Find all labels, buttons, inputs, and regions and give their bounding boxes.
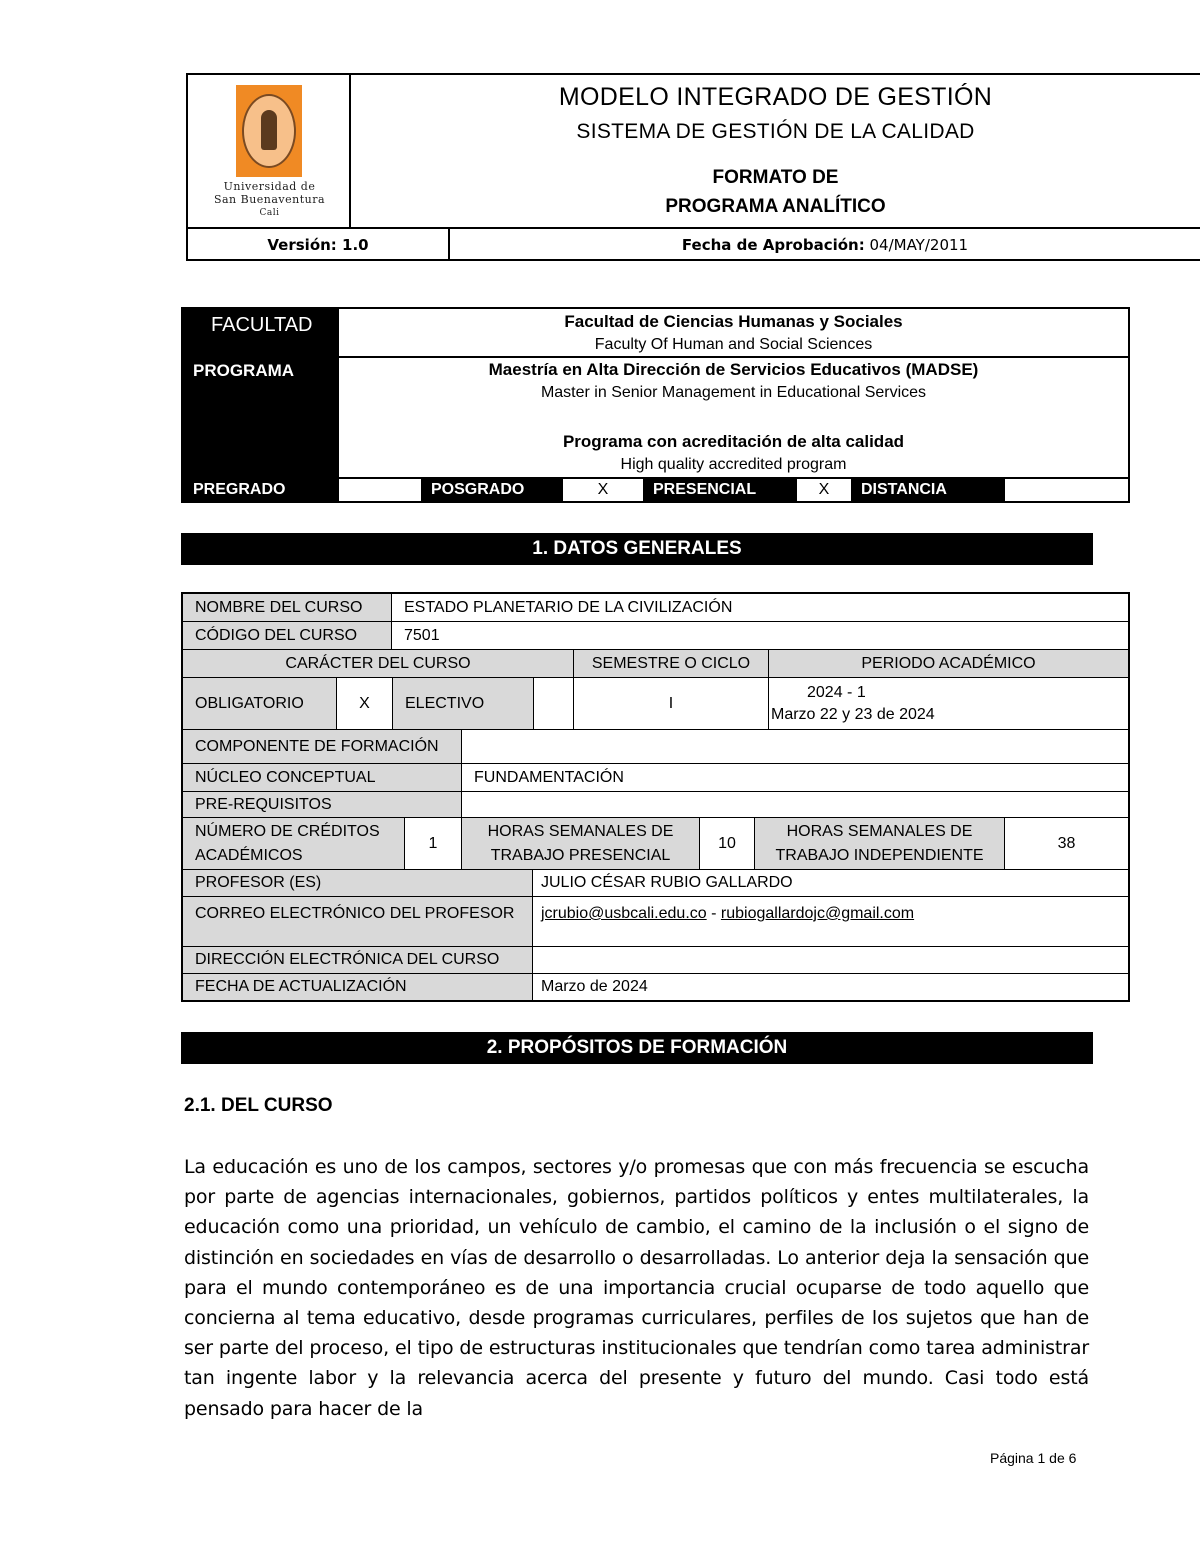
header-title-3: FORMATO DE [712,167,839,188]
credits-label-1: NÚMERO DE CRÉDITOS [195,822,380,840]
pregrado-label: PREGRADO [183,479,339,501]
component-value [462,730,1128,764]
period-value-2: Marzo 22 y 23 de 2024 [771,705,935,723]
approval-date-value: 04/MAY/2011 [869,236,969,254]
modality-row [183,477,1128,501]
course-code: 7501 [392,622,1128,650]
program-name-en: Master in Senior Management in Educational Services [540,384,927,401]
prerequisites-label: PRE-REQUISITOS [183,792,462,818]
accreditation-en: High quality accredited program [620,456,847,473]
datos-generales-table [181,592,1130,1002]
header-title-4: PROGRAMA ANALÍTICO [665,196,886,217]
component-label: COMPONENTE DE FORMACIÓN [183,730,462,764]
presential-hours-label-1: HORAS SEMANALES DE [487,822,674,840]
email-label: CORREO ELECTRÓNICO DEL PROFESOR [183,897,533,947]
course-name-label: NOMBRE DEL CURSO [183,594,392,622]
faculty-values [339,309,1128,477]
section-datos-generales: 1. DATOS GENERALES [181,533,1093,565]
page-number: Página 1 de 6 [990,1450,1077,1466]
faculty-labels [183,309,339,477]
period-label: PERIODO ACADÉMICO [769,650,1128,678]
course-url-label: DIRECCIÓN ELECTRÓNICA DEL CURSO [183,947,533,974]
header-title-2: SISTEMA DE GESTIÓN DE LA CALIDAD [576,120,975,143]
character-label: CARÁCTER DEL CURSO [183,650,574,678]
period-value-1: 2024 - 1 [807,683,866,701]
independent-hours-label-1: HORAS SEMANALES DE [786,822,973,840]
nucleus-label: NÚCLEO CONCEPTUAL [183,764,462,792]
subheading-del-curso: 2.1. DEL CURSO [184,1095,333,1116]
header-title-1: MODELO INTEGRADO DE GESTIÓN [558,83,993,111]
logo-text-line-2: San Buenaventura [213,193,326,206]
semester-label: SEMESTRE O CICLO [574,650,769,678]
period-value [769,678,1128,730]
header-version-row [188,227,1200,261]
presencial-label: PRESENCIAL [643,479,797,501]
logo-text-line-3: Cali [259,208,280,218]
credits-value: 1 [405,818,462,870]
approval-label: Fecha de Aprobación: [681,236,865,254]
credits-label [183,818,405,870]
elective-label: ELECTIVO [393,678,534,730]
faculty-label: FACULTAD [211,314,313,336]
university-logo [188,75,351,227]
independent-hours-value: 38 [1005,818,1128,870]
email-separator: - [706,905,721,922]
header-title-block [351,75,1200,227]
presential-hours-label [462,818,700,870]
elective-mark [534,678,574,730]
independent-hours-label-2: TRABAJO INDEPENDIENTE [775,846,984,864]
section-propositos: 2. PROPÓSITOS DE FORMACIÓN [181,1032,1093,1064]
email-link-2[interactable]: rubiogallardojc@gmail.com [720,905,915,922]
posgrado-label: POSGRADO [421,479,563,501]
presencial-mark: X [797,479,851,501]
accreditation-es: Programa con acreditación de alta calidad [562,432,905,451]
update-date-value: Marzo de 2024 [541,978,648,995]
course-url-value [533,947,1128,974]
update-date-label: FECHA DE ACTUALIZACIÓN [183,974,533,1000]
posgrado-mark: X [563,479,643,501]
mandatory-label: OBLIGATORIO [183,678,337,730]
program-name-es: Maestría en Alta Dirección de Servicios Educativos (MADSE) [488,360,979,379]
logo-text-line-1: Universidad de [223,180,316,193]
document-header [186,73,1200,261]
faculty-block [181,307,1130,503]
pregrado-mark [339,479,421,501]
faculty-name-es: Facultad de Ciencias Humanas y Sociales [564,312,903,331]
course-code-label: CÓDIGO DEL CURSO [183,622,392,650]
presential-hours-label-2: TRABAJO PRESENCIAL [490,846,671,864]
credits-label-2: ACADÉMICOS [195,846,303,864]
email-value [533,897,1128,947]
semester-value: I [574,678,769,730]
version-label: Versión: 1.0 [188,229,450,261]
nucleus-value: FUNDAMENTACIÓN [462,764,1128,792]
distancia-label: DISTANCIA [851,479,1005,501]
distancia-mark [1005,479,1128,501]
professor-label: PROFESOR (ES) [183,870,533,897]
program-label: PROGRAMA [193,361,295,380]
independent-hours-label [755,818,1005,870]
mandatory-mark: X [337,678,393,730]
email-link-1[interactable]: jcrubio@usbcali.edu.co [541,905,707,922]
course-name: ESTADO PLANETARIO DE LA CIVILIZACIÓN [392,594,1128,622]
faculty-divider [339,356,1128,358]
university-seal-icon [236,85,302,177]
faculty-name-en: Faculty Of Human and Social Sciences [594,336,873,353]
professor-value: JULIO CÉSAR RUBIO GALLARDO [533,870,1128,897]
prerequisites-value [462,792,1128,818]
approval-date [450,229,1200,261]
course-paragraph: La educación es uno de los campos, sectores y/o promesas que con más frecuencia se escucha por parte de agencias internacionales, gobiernos, partidos políticos y entes multilaterales, la educación como una prioridad, un vehículo de cambio, el camino de la inclusión o el signo de distinción en sociedades en vías de desarrollo o desarrolladas. Lo anterior deja la sensación que para el mundo contemporáneo es de una importancia crucial ocuparse de todo aquello que concierna al tema educativo, desde programas curriculares, perfiles de los sujetos que han de ser parte del proceso, el tipo de estructuras institucionales que tendrían como tarea administrar tan ingente labor y la relevancia acerca del presente y futuro del mundo. Casi todo está pensado para hacer de la [184,1156,1089,1420]
presential-hours-value: 10 [700,818,755,870]
